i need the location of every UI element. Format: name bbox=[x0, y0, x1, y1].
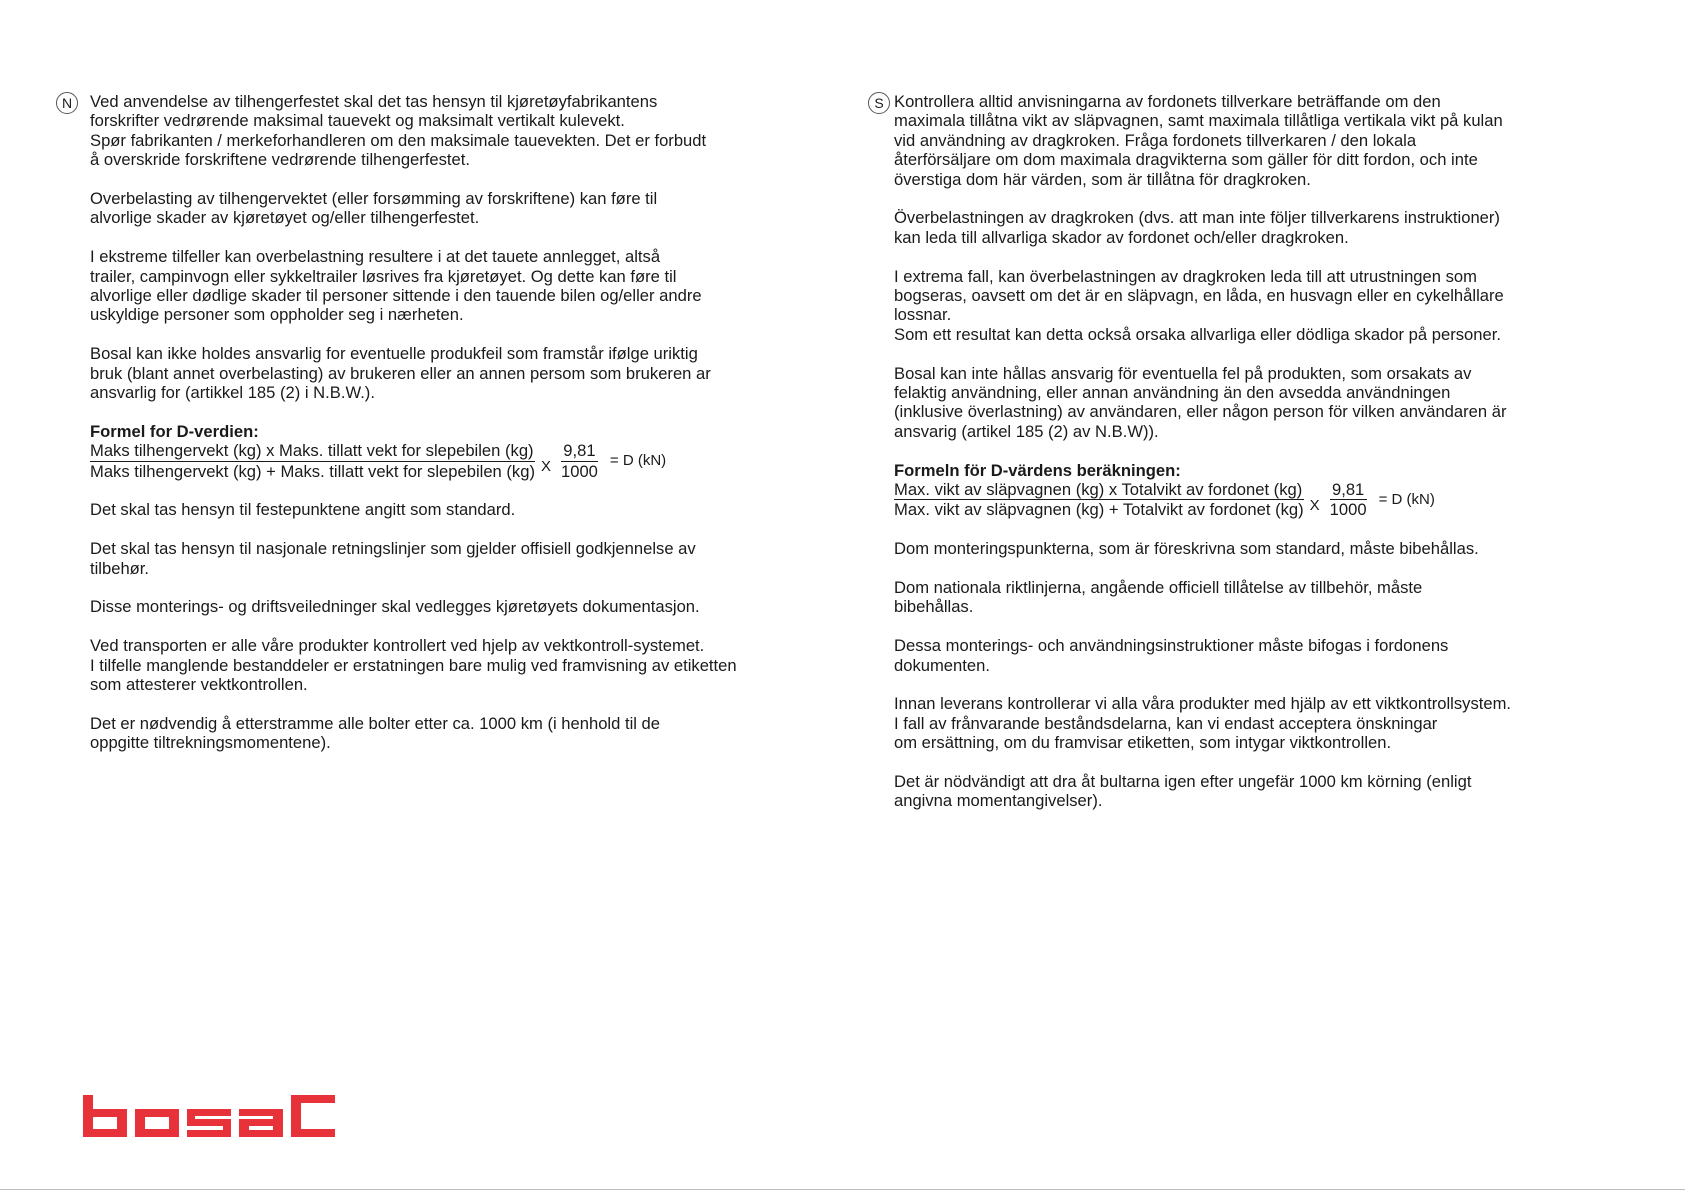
text-line: Det skal tas hensyn til festepunktene angitt som standard. bbox=[90, 500, 516, 520]
paragraph bbox=[90, 247, 776, 325]
swedish-paragraphs bbox=[894, 92, 1568, 441]
text-line: ansvarlig for (artikkel 185 (2) i N.B.W.). bbox=[90, 383, 375, 403]
text-line: Ved anvendelse av tilhengerfestet skal det tas hensyn til kjøretøyfabrikantens bbox=[90, 92, 658, 111]
paragraph bbox=[90, 92, 776, 170]
formula-times: X bbox=[1309, 497, 1320, 515]
text-line: I tilfelle manglende bestanddeler er erstatningen bare mulig ved framvisning av etiketten bbox=[90, 655, 737, 675]
norwegian-text bbox=[90, 92, 776, 753]
formula-denominator: Maks tilhengervekt (kg) + Maks. tillatt vekt for slepebilen (kg) bbox=[90, 461, 535, 481]
text-line: Dom nationala riktlinjerna, angående officiell tillåtelse av tillbehör, måste bbox=[894, 578, 1423, 598]
paragraph bbox=[894, 92, 1568, 189]
paragraph bbox=[894, 539, 1568, 558]
text-line: Det är nödvändigt att dra åt bultarna igen efter ungefär 1000 km körning (enligt bbox=[894, 772, 1472, 792]
text-line: Överbelastningen av dragkroken (dvs. att man inte följer tillverkarens instruktioner) bbox=[894, 208, 1500, 228]
formula-main-fraction bbox=[90, 441, 535, 481]
text-line: I fall av frånvarande beståndsdelarna, kan vi endast acceptera önskningar bbox=[894, 713, 1438, 733]
text-line: bibehållas. bbox=[894, 597, 974, 617]
formula-numerator: Max. vikt av släpvagnen (kg) x Totalvikt av fordonet (kg) bbox=[894, 480, 1303, 500]
swedish-paragraphs-after bbox=[894, 539, 1568, 811]
formula-factor-denominator: 1000 bbox=[1329, 500, 1367, 520]
text-line: vid användning av dragkroken. Fråga fordonets tillverkaren / den lokala bbox=[894, 130, 1417, 150]
text-line: Det er nødvendig å etterstramme alle bolter etter ca. 1000 km (i henhold til de bbox=[90, 713, 661, 733]
swedish-column bbox=[868, 92, 1568, 830]
text-line: dokumenten. bbox=[894, 655, 990, 675]
text-line: Innan leverans kontrollerar vi alla våra produkter med hjälp av ett viktkontrollsystem. bbox=[894, 694, 1512, 714]
paragraph bbox=[90, 189, 776, 228]
text-line: alvorlige eller dødlige skader til personer sittende i den tauende bilen og/eller andre bbox=[90, 286, 702, 306]
paragraph bbox=[894, 267, 1568, 345]
bottom-rule bbox=[0, 1189, 1685, 1190]
paragraph bbox=[90, 344, 776, 402]
formula-factor bbox=[1330, 480, 1367, 520]
paragraph bbox=[894, 636, 1568, 675]
text-line: Kontrollera alltid anvisningarna av fordonets tillverkare beträffande om den bbox=[894, 92, 1441, 111]
text-line: tilbehør. bbox=[90, 558, 150, 578]
paragraph bbox=[90, 539, 776, 578]
paragraph bbox=[894, 772, 1568, 811]
text-line: återförsäljare om dom maximala dragvikterna som gäller för ditt fordon, och inte bbox=[894, 150, 1478, 170]
formula-main-fraction bbox=[894, 480, 1304, 520]
norwegian-formula-block bbox=[90, 422, 776, 481]
paragraph bbox=[894, 694, 1568, 752]
text-line: Disse monterings- og driftsveiledninger skal vedlegges kjøretøyets dokumentasjon. bbox=[90, 597, 700, 617]
formula-result: = D (kN) bbox=[609, 452, 667, 470]
text-line: maximala tillåtna vikt av släpvagnen, samt maximala tillåtliga vertikala vikt på kulan bbox=[894, 111, 1503, 131]
text-line: oppgitte tiltrekningsmomentene). bbox=[90, 733, 331, 753]
language-marker-norwegian: N bbox=[56, 92, 78, 114]
text-line: angivna momentangivelser). bbox=[894, 791, 1103, 811]
paragraph bbox=[894, 364, 1568, 442]
text-line: I extrema fall, kan överbelastningen av dragkroken leda till att utrustningen som bbox=[894, 266, 1477, 286]
text-line: bogseras, oavsett om det är en släpvagn, en låda, en husvagn eller en cykelhållare bbox=[894, 286, 1504, 306]
text-line: Som ett resultat kan detta också orsaka allvarliga eller dödliga skador på personer. bbox=[894, 324, 1501, 344]
text-line: felaktig användning, eller annan användning än den avsedda användningen bbox=[894, 383, 1451, 403]
text-line: som attesterer vektkontrollen. bbox=[90, 675, 308, 695]
paragraph bbox=[90, 636, 776, 694]
formula-title: Formeln för D-värdens beräkningen: bbox=[894, 460, 1181, 480]
formula-result: = D (kN) bbox=[1378, 491, 1435, 509]
norwegian-paragraphs-after bbox=[90, 500, 776, 752]
formula-numerator: Maks tilhengervekt (kg) x Maks. tillatt vekt for slepebilen (kg) bbox=[90, 441, 534, 461]
swedish-text bbox=[894, 92, 1568, 811]
text-line: lossnar. bbox=[894, 305, 952, 325]
text-line: Bosal kan inte hållas ansvarig för eventuella fel på produkten, som orsakats av bbox=[894, 363, 1472, 383]
language-marker-swedish: S bbox=[868, 92, 890, 114]
text-line: Det skal tas hensyn til nasjonale retningslinjer som gjelder offisiell godkjennelse av bbox=[90, 539, 696, 559]
text-line: Dessa monterings- och användningsinstruktioner måste bifogas i fordonens bbox=[894, 636, 1449, 656]
paragraph bbox=[90, 714, 776, 753]
text-line: Dom monteringspunkterna, som är föreskrivna som standard, måste bibehållas. bbox=[894, 539, 1479, 559]
text-line: bruk (blant annet overbelasting) av brukeren eller an annen persom som brukeren ar bbox=[90, 363, 711, 383]
text-line: trailer, campinvogn eller sykkeltrailer løsrives fra kjøretøyet. Og dette kan føre til bbox=[90, 266, 677, 286]
text-line: (inklusive överlastning) av användaren, eller någon person för vilken användaren är bbox=[894, 402, 1507, 422]
text-line: ansvarig (artikel 185 (2) av N.B.W)). bbox=[894, 421, 1159, 441]
formula-factor-denominator: 1000 bbox=[560, 461, 598, 481]
text-line: forskrifter vedrørende maksimal tauevekt og maksimalt vertikalt kulevekt. bbox=[90, 111, 625, 131]
text-line: I ekstreme tilfeller kan overbelastning resultere i at det tauete annlegget, altså bbox=[90, 247, 661, 267]
paragraph bbox=[90, 597, 776, 616]
text-line: Spør fabrikanten / merkeforhandleren om den maksimale tauevekten. Det er forbudt bbox=[90, 130, 707, 150]
text-line: Overbelasting av tilhengervektet (eller forsømming av forskriftene) kan føre til bbox=[90, 189, 658, 209]
formula-factor-numerator: 9,81 bbox=[561, 441, 598, 461]
text-line: kan leda till allvarliga skador av fordonet och/eller dragkroken. bbox=[894, 227, 1349, 247]
d-value-formula bbox=[90, 441, 776, 481]
d-value-formula bbox=[894, 480, 1568, 520]
text-line: Bosal kan ikke holdes ansvarlig for eventuelle produkfeil som framstår ifølge uriktig bbox=[90, 344, 698, 364]
text-line: Ved transporten er alle våre produkter kontrollert ved hjelp av vektkontroll-systemet. bbox=[90, 636, 705, 656]
norwegian-paragraphs bbox=[90, 92, 776, 402]
norwegian-column bbox=[56, 92, 776, 772]
formula-denominator: Max. vikt av släpvagnen (kg) + Totalvikt av fordonet (kg) bbox=[894, 500, 1304, 520]
text-line: om ersättning, om du framvisar etiketten, som intygar viktkontrollen. bbox=[894, 733, 1392, 753]
text-line: uskyldige personer som oppholder seg i nærheten. bbox=[90, 305, 464, 325]
text-line: överstiga dom här värden, som är tillåtna för dragkroken. bbox=[894, 169, 1311, 189]
formula-title: Formel for D-verdien: bbox=[90, 421, 259, 441]
swedish-formula-block bbox=[894, 461, 1568, 520]
bosal-logo bbox=[83, 1095, 335, 1137]
paragraph bbox=[894, 208, 1568, 247]
text-line: å overskride forskriftene vedrørende tilhengerfestet. bbox=[90, 150, 470, 170]
formula-factor-numerator: 9,81 bbox=[1330, 480, 1367, 500]
formula-times: X bbox=[540, 458, 551, 476]
paragraph bbox=[894, 578, 1568, 617]
formula-factor bbox=[561, 441, 598, 481]
paragraph bbox=[90, 500, 776, 519]
text-line: alvorlige skader av kjøretøyet og/eller tilhengerfestet. bbox=[90, 208, 480, 228]
